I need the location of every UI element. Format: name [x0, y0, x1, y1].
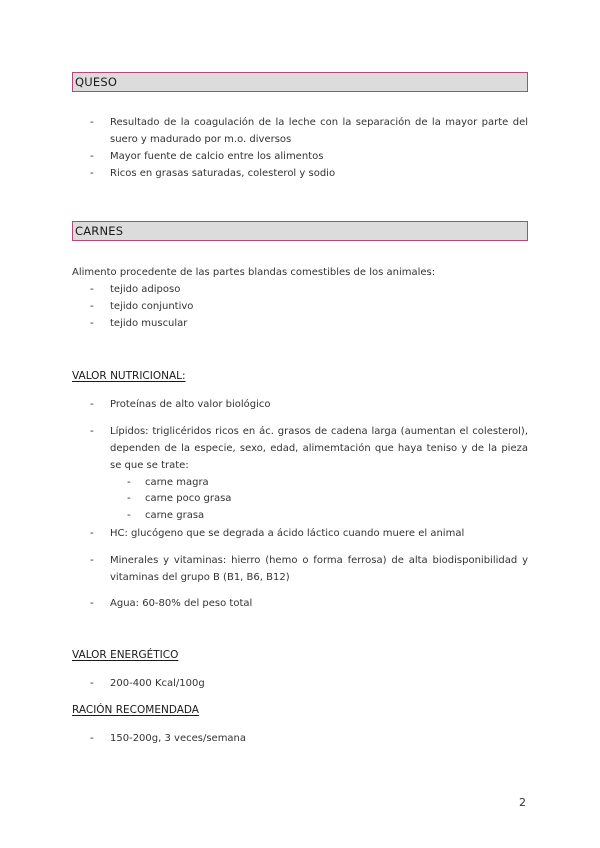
nutrient-minerales: Minerales y vitaminas: hierro (hemo o forma ferrosa) de alta biodisponibilidad y vitaminas del grupo B (B1, B6, B12) — [110, 555, 528, 583]
bullet-marker: - — [90, 527, 94, 539]
nutrient-lipidos: Lípidos: triglicéridos ricos en ác. grasos de cadena larga (aumentan el colesterol), dependen de la especie, sexo, edad, alimemtación que haya teniso y de la pieza se que se trate: — [110, 426, 528, 471]
bullet-marker: - — [90, 597, 94, 609]
bullet-marker: - — [90, 732, 94, 744]
heading-valor-energetico: VALOR ENERGÉTICO — [72, 649, 179, 661]
energy-item: 200-400 Kcal/100g — [110, 678, 205, 689]
queso-item-1: Resultado de la coagulación de la leche con la separación de la mayor parte del suero y madurado por m.o. diversos — [110, 117, 528, 145]
bullet-marker: - — [90, 398, 94, 410]
queso-item-3: Ricos en grasas saturadas, colesterol y sodio — [110, 168, 336, 179]
bullet-marker: - — [90, 283, 94, 295]
tissue-item: tejido adiposo — [110, 284, 181, 295]
section-header-queso: QUESO — [72, 72, 528, 92]
page-number: 2 — [519, 796, 526, 809]
carnes-intro: Alimento procedente de las partes blandas comestibles de los animales: — [72, 267, 436, 278]
heading-valor-nutricional: VALOR NUTRICIONAL: — [72, 370, 186, 382]
bullet-marker: - — [90, 167, 94, 179]
bullet-marker: - — [90, 300, 94, 312]
bullet-marker: - — [90, 677, 94, 689]
nutrient-hc: HC: glucógeno que se degrada a ácido láctico cuando muere el animal — [110, 528, 465, 539]
sub-bullet-marker: - — [127, 492, 131, 504]
bullet-marker: - — [90, 425, 94, 437]
bullet-marker: - — [90, 554, 94, 566]
sub-bullet-marker: - — [127, 509, 131, 521]
queso-item-2: Mayor fuente de calcio entre los alimentos — [110, 151, 324, 162]
nutrient-proteinas: Proteínas de alto valor biológico — [110, 399, 271, 410]
sub-bullet-marker: - — [127, 476, 131, 488]
tissue-item: tejido conjuntivo — [110, 301, 194, 312]
bullet-marker: - — [90, 317, 94, 329]
section-header-carnes: CARNES — [72, 221, 528, 241]
lipid-sub-item: carne poco grasa — [145, 493, 232, 504]
racion-item: 150-200g, 3 veces/semana — [110, 733, 247, 744]
lipid-sub-item: carne grasa — [145, 510, 205, 521]
bullet-marker: - — [90, 116, 94, 128]
bullet-marker: - — [90, 150, 94, 162]
nutrient-agua: Agua: 60-80% del peso total — [110, 598, 253, 609]
tissue-item: tejido muscular — [110, 318, 188, 329]
heading-racion-recomendada: RACIÓN RECOMENDADA — [72, 704, 199, 716]
lipid-sub-item: carne magra — [145, 477, 209, 488]
